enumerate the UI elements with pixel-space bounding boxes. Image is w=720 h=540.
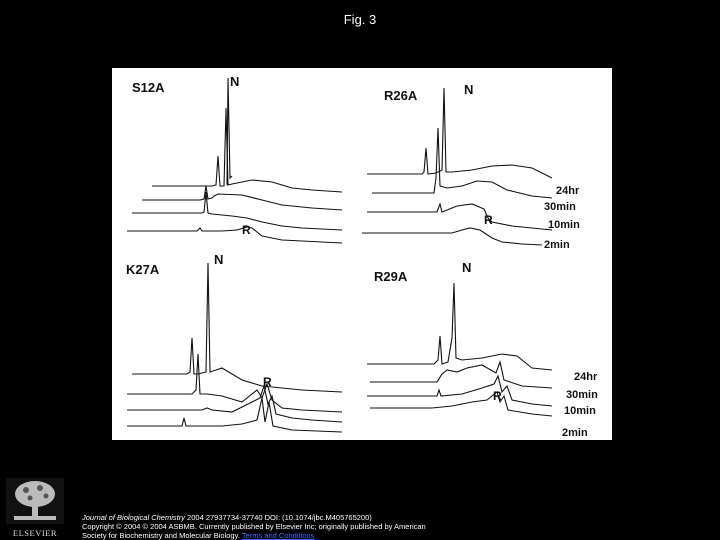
timepoint-r29a-2min: 2min — [562, 427, 588, 439]
panel-label-k27a: K27A — [126, 262, 160, 277]
trace-r29a-10min — [367, 376, 552, 406]
trace-s12a-24hr — [152, 108, 342, 192]
figure-title: Fig. 3 — [343, 12, 377, 27]
timepoint-r29a-30min: 30min — [566, 389, 598, 401]
timepoint-r26a-30min: 30min — [544, 201, 576, 213]
society-text: Society for Biochemistry and Molecular Biology. — [82, 531, 240, 540]
peak-label-r26a-n: N — [464, 82, 474, 97]
timepoint-r29a-24hr: 24hr — [574, 371, 598, 383]
trace-r26a-2min — [362, 228, 542, 245]
timepoint-r26a-24hr: 24hr — [556, 185, 580, 197]
trace-k27a-10min — [127, 386, 342, 422]
trace-k27a-2min — [127, 398, 342, 432]
peak-label-k27a-n: N — [214, 252, 224, 267]
peak-label-s12a-r: R — [242, 223, 251, 237]
timepoint-r29a-10min: 10min — [564, 405, 596, 417]
panel-label-s12a: S12A — [132, 80, 165, 95]
journal-name: Journal of Biological Chemistry — [82, 513, 185, 522]
timepoint-r26a-10min: 10min — [548, 219, 580, 231]
tree-icon — [6, 478, 64, 524]
panel-label-r29a: R29A — [374, 269, 408, 284]
peak-label-r29a-r: R — [493, 389, 502, 403]
trace-s12a-10min — [132, 192, 342, 230]
elsevier-logo — [6, 478, 64, 538]
citation-text: 2004 27937734-37740 DOI: (10.1074/jbc.M405765200) — [184, 513, 372, 522]
trace-r29a-24hr — [367, 283, 552, 370]
trace-s12a-2min — [127, 227, 342, 243]
elsevier-wordmark: ELSEVIER — [12, 528, 58, 538]
trace-r26a-10min — [367, 204, 552, 230]
peak-label-r29a-n: N — [462, 260, 472, 275]
peak-label-s12a-n: N — [230, 74, 240, 89]
peak-label-k27a-r: R — [263, 375, 272, 389]
trace-k27a-24hr — [132, 263, 342, 392]
copyright-text: Copyright © 2004 © 2004 ASBMB. Currently published by Elsevier Inc; originally published by American — [82, 522, 426, 531]
terms-link[interactable]: Terms and Conditions — [241, 531, 315, 540]
peak-label-r26a-r: R — [484, 213, 493, 227]
citation-footer — [82, 513, 542, 540]
trace-k27a-30min — [127, 354, 342, 412]
trace-r29a-30min — [370, 362, 552, 388]
chromatogram-figure — [112, 68, 612, 440]
figure-panel — [112, 68, 612, 440]
trace-r26a-30min — [372, 128, 552, 198]
panel-label-r26a: R26A — [384, 88, 418, 103]
timepoint-r26a-2min: 2min — [544, 239, 570, 251]
